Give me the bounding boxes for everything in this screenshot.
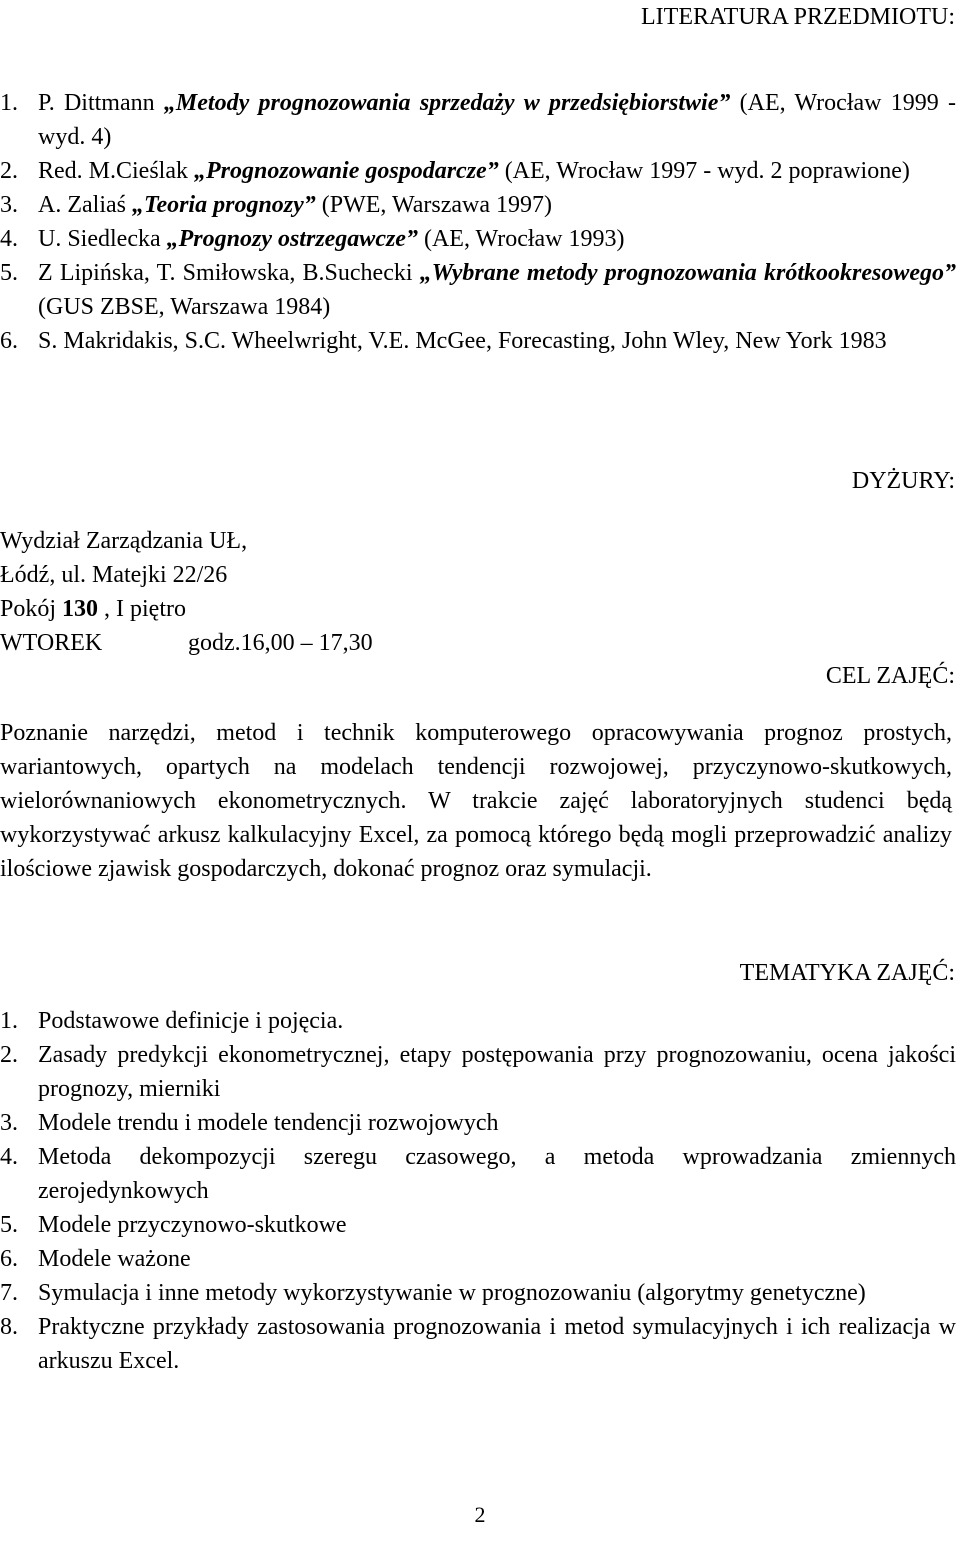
topic-item — [0, 1038, 956, 1106]
topic-text: Symulacja i inne metody wykorzystywanie w prognozowaniu (algorytmy genetyczne) — [38, 1280, 866, 1306]
room-label: Pokój — [0, 596, 63, 622]
item-author: U. Siedlecka — [38, 226, 167, 252]
topic-item — [0, 1106, 956, 1140]
item-publisher: (AE, Wrocław 1997 - wyd. 2 poprawione) — [498, 158, 910, 184]
bibliography-item — [0, 188, 956, 222]
room-floor: , I piętro — [98, 596, 186, 622]
item-author: A. Zaliaś — [38, 192, 132, 218]
topic-number: 3. — [0, 1110, 18, 1136]
item-number: 5. — [0, 260, 18, 286]
topics-heading: TEMATYKA ZAJĘĆ: — [739, 960, 955, 986]
topic-text: Zasady predykcji ekonometrycznej, etapy postępowania przy prognozowaniu, ocena jakości prognozy, mierniki — [38, 1042, 956, 1102]
topic-item — [0, 1004, 956, 1038]
item-number: 6. — [0, 328, 18, 354]
item-text — [38, 256, 956, 324]
item-number: 1. — [0, 90, 18, 116]
duty-heading: DYŻURY: — [851, 468, 955, 494]
topic-text: Metoda dekompozycji szeregu czasowego, a metoda wprowadzania zmiennych zerojedynkowych — [38, 1144, 956, 1204]
bibliography-item — [0, 256, 956, 324]
topic-number: 1. — [0, 1008, 18, 1034]
item-text — [38, 188, 956, 222]
topic-item — [0, 1208, 956, 1242]
topic-text: Modele przyczynowo-skutkowe — [38, 1212, 347, 1238]
topic-text: Praktyczne przykłady zastosowania prognozowania i metod symulacyjnych i ich realizacja w arkuszu Excel. — [38, 1314, 956, 1374]
item-title: „Metody prognozowania sprzedaży w przedsiębiorstwie” — [163, 90, 731, 116]
duty-department: Wydział Zarządzania UŁ, — [0, 528, 248, 554]
item-author: Red. M.Cieślak — [38, 158, 194, 184]
item-title: „Prognozowanie gospodarcze” — [194, 158, 499, 184]
duty-room — [0, 592, 373, 626]
topic-number: 5. — [0, 1212, 18, 1238]
item-author: S. Makridakis, S.C. Wheelwright, V.E. McGee, Forecasting, John Wley, New York 1983 — [38, 328, 887, 354]
item-title: „Prognozy ostrzegawcze” — [166, 226, 418, 252]
bibliography-list — [0, 86, 956, 358]
topic-text: Modele ważone — [38, 1246, 191, 1272]
topic-item — [0, 1140, 956, 1208]
topic-number: 2. — [0, 1042, 18, 1068]
item-author: Z Lipińska, T. Smiłowska, B.Suchecki — [38, 260, 420, 286]
item-publisher: (AE, Wrocław 1993) — [417, 226, 625, 252]
goal-paragraph: Poznanie narzędzi, metod i technik komputerowego opracowywania prognoz prostych, wariantowych, opartych na modelach tendencji rozwojowej, przyczynowo-skutkowych, wielorównaniowych ekonometrycznych. W trakcie zajęć laboratoryjnych studenci będą wykorzystywać arkusz kalkulacyjny Excel, za pomocą którego będą mogli przeprowadzić analizy ilościowe zjawisk gospodarczych, dokonać prognoz oraz symulacji. — [0, 720, 952, 882]
duty-day: WTOREK — [0, 630, 103, 656]
item-number: 3. — [0, 192, 18, 218]
page-number: 2 — [474, 1502, 486, 1527]
item-publisher: (AE, Wrocław 1999 - wyd. 4) — [38, 90, 957, 150]
duty-time — [0, 626, 373, 660]
topic-number: 6. — [0, 1246, 18, 1272]
item-text — [38, 324, 956, 358]
topics-list — [0, 1004, 956, 1378]
item-publisher: (GUS ZBSE, Warszawa 1984) — [38, 294, 331, 320]
topic-number: 7. — [0, 1280, 18, 1306]
bibliography-item — [0, 222, 956, 256]
item-text — [38, 222, 956, 256]
literature-heading: LITERATURA PRZEDMIOTU: — [641, 4, 955, 30]
bibliography-item — [0, 324, 956, 358]
item-number: 4. — [0, 226, 18, 252]
topic-item — [0, 1276, 956, 1310]
bibliography-item — [0, 86, 956, 154]
bibliography-item — [0, 154, 956, 188]
item-number: 2. — [0, 158, 18, 184]
topic-number: 8. — [0, 1314, 18, 1340]
topic-number: 4. — [0, 1144, 18, 1170]
duty-address: Łódź, ul. Matejki 22/26 — [0, 562, 228, 588]
item-text — [38, 86, 956, 154]
duty-hours: godz.16,00 – 17,30 — [188, 630, 373, 656]
item-text — [38, 154, 956, 188]
topic-text: Podstawowe definicje i pojęcia. — [38, 1008, 344, 1034]
topic-item — [0, 1310, 956, 1378]
item-title: „Teoria prognozy” — [131, 192, 316, 218]
topic-item — [0, 1242, 956, 1276]
goal-heading: CEL ZAJĘĆ: — [825, 663, 955, 689]
duty-info — [0, 524, 373, 660]
item-title: „Wybrane metody prognozowania krótkookresowego” — [419, 260, 956, 286]
item-publisher: (PWE, Warszawa 1997) — [315, 192, 552, 218]
item-author: P. Dittmann — [38, 90, 164, 116]
room-number: 130 — [62, 596, 99, 622]
topic-text: Modele trendu i modele tendencji rozwojowych — [38, 1110, 499, 1136]
